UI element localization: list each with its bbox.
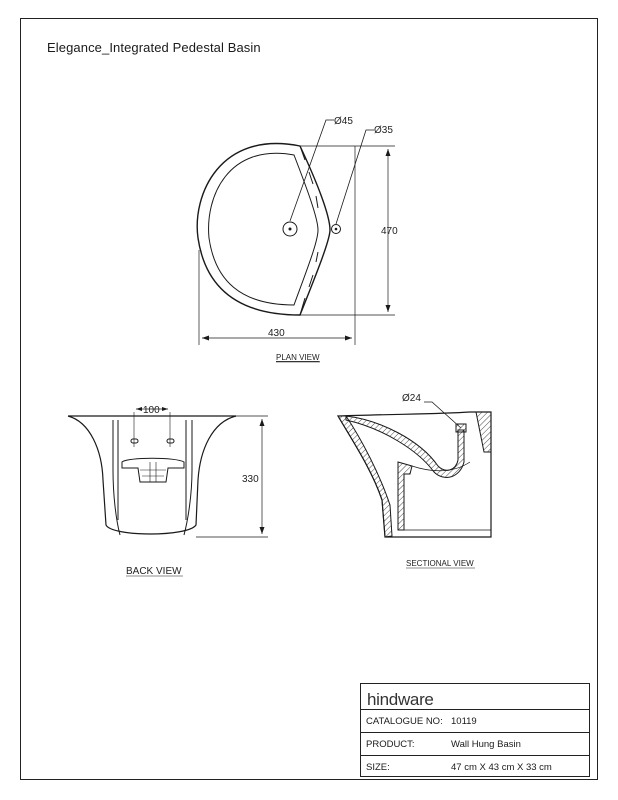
back-dim-height: 330 bbox=[242, 474, 259, 485]
back-mount-hole-right bbox=[167, 439, 174, 443]
back-height-arrow-top bbox=[260, 419, 265, 426]
back-view bbox=[68, 405, 268, 577]
product-key: PRODUCT: bbox=[366, 739, 415, 750]
back-height-arrow-bottom bbox=[260, 527, 265, 534]
back-inner-pedestal bbox=[113, 420, 192, 535]
plan-width-arrow-left bbox=[202, 336, 209, 341]
plan-hole-small-center bbox=[335, 228, 337, 230]
title-block bbox=[360, 683, 590, 777]
brand-logo: hindware bbox=[367, 690, 434, 709]
plan-dim-hole-small: Ø35 bbox=[374, 125, 393, 136]
section-shell-front-hatch bbox=[338, 416, 392, 537]
back-waste-trap-detail bbox=[140, 462, 166, 482]
plan-width-arrow-right bbox=[345, 336, 352, 341]
section-dim-waste: Ø24 bbox=[402, 393, 421, 404]
plan-back-edge bbox=[300, 146, 318, 315]
back-hole-dim-arrow-right bbox=[162, 407, 168, 411]
product-value: Wall Hung Basin bbox=[451, 739, 521, 750]
drawing-title: Elegance_Integrated Pedestal Basin bbox=[47, 40, 261, 55]
section-back-wall-hatch bbox=[476, 412, 491, 452]
title-block-row-catalogue bbox=[361, 709, 589, 733]
plan-hole-large-center bbox=[289, 228, 291, 230]
section-view-label: SECTIONAL VIEW bbox=[406, 559, 474, 568]
title-block-row-size bbox=[361, 755, 589, 779]
title-block-row-product bbox=[361, 732, 589, 756]
plan-dim-width: 430 bbox=[268, 328, 285, 339]
plan-depth-arrow-top bbox=[386, 149, 391, 156]
sectional-view bbox=[338, 393, 491, 568]
plan-depth-arrow-bottom bbox=[386, 305, 391, 312]
plan-basin-inner-rim bbox=[209, 153, 318, 305]
catalogue-value: 10119 bbox=[451, 716, 477, 727]
section-inner-support bbox=[398, 462, 412, 530]
catalogue-key: CATALOGUE NO: bbox=[366, 716, 443, 727]
back-mount-hole-left bbox=[131, 439, 138, 443]
plan-dim-depth: 470 bbox=[381, 226, 398, 237]
back-view-label: BACK VIEW bbox=[126, 566, 182, 577]
back-dim-holes: 100 bbox=[143, 405, 160, 416]
back-hole-dim-arrow-left bbox=[136, 407, 142, 411]
plan-view-label: PLAN VIEW bbox=[276, 353, 320, 362]
section-outer-body bbox=[338, 412, 491, 537]
back-outer-silhouette bbox=[68, 416, 236, 534]
section-leader-waste bbox=[424, 402, 461, 428]
plan-dim-hole-large: Ø45 bbox=[334, 116, 353, 127]
plan-view bbox=[197, 116, 398, 362]
size-key: SIZE: bbox=[366, 762, 390, 773]
plan-basin-outer-rim bbox=[197, 144, 330, 315]
size-value: 47 cm X 43 cm X 33 cm bbox=[451, 762, 552, 773]
